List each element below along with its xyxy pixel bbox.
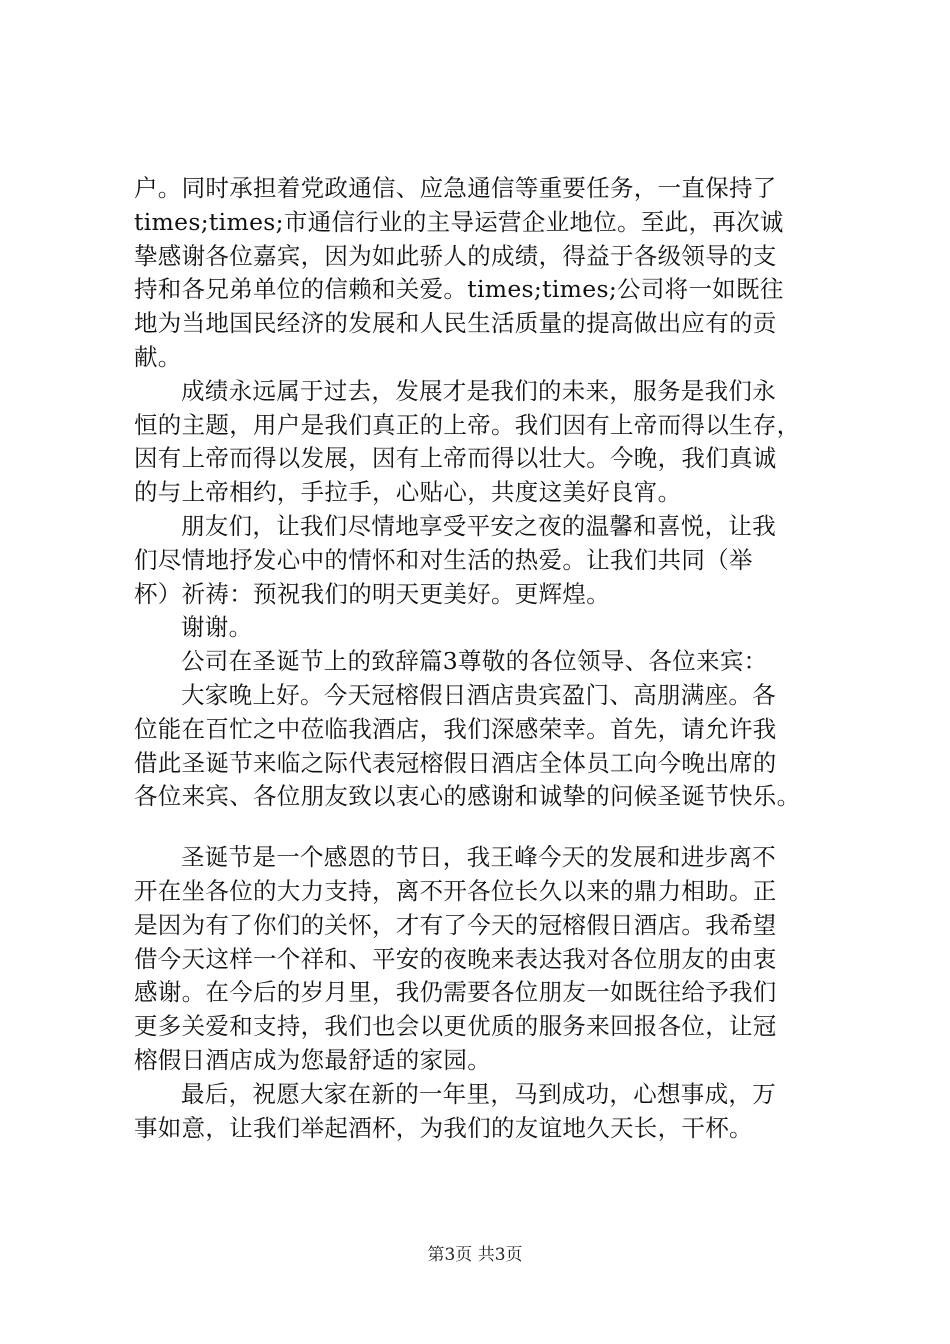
paragraph-spacer — [134, 814, 834, 841]
text-line: 的与上帝相约，手拉手，心贴心，共度这美好良宵。 — [134, 478, 682, 507]
document-body — [134, 172, 834, 1145]
text-line: 事如意，让我们举起酒杯，为我们的友谊地久天长，干杯。 — [134, 1113, 753, 1142]
text-line: 圣诞节是一个感恩的节日，我王峰今天的发展和进步离不 — [181, 843, 776, 872]
text-line: 位能在百忙之中莅临我酒店，我们深感荣幸。首先，请允许我 — [134, 714, 777, 743]
text-line: 持和各兄弟单位的信赖和关爱。times;times;公司将一如既往 — [134, 275, 784, 304]
text-line: 恒的主题，用户是我们真正的上帝。我们因有上帝而得以生存， — [134, 410, 801, 439]
text-line: 开在坐各位的大力支持，离不开各位长久以来的鼎力相助。正 — [134, 876, 777, 905]
text-line: 成绩永远属于过去，发展才是我们的未来，服务是我们永 — [181, 376, 776, 405]
text-line: 因有上帝而得以发展，因有上帝而得以壮大。今晚，我们真诚 — [134, 444, 777, 473]
page-number-footer: 第3页 共3页 — [427, 1245, 523, 1265]
text-line: 谢谢。 — [181, 613, 253, 642]
paragraph — [134, 645, 834, 679]
text-line: 们尽情地抒发心中的情怀和对生活的热爱。让我们共同（举 — [134, 545, 753, 574]
paragraph — [134, 510, 834, 611]
text-line: 大家晚上好。今天冠榕假日酒店贵宾盈门、高朋满座。各 — [181, 680, 776, 709]
paragraph — [134, 375, 834, 510]
text-line: 借今天这样一个祥和、平安的夜晚来表达我对各位朋友的由衷 — [134, 944, 777, 973]
text-line: 各位来宾、各位朋友致以衷心的感谢和诚挚的问候圣诞节快乐。 — [134, 782, 801, 811]
paragraph — [134, 841, 834, 1078]
text-line: 户。同时承担着党政通信、应急通信等重要任务，一直保持了 — [134, 174, 777, 202]
text-line: 杯）祈祷：预祝我们的明天更美好。更辉煌。 — [134, 579, 610, 608]
text-line: times;times;市通信行业的主导运营企业地位。至此，再次诚 — [134, 207, 784, 236]
text-line: 感谢。在今后的岁月里，我仍需要各位朋友一如既往给予我们 — [134, 978, 777, 1007]
paragraph — [134, 1078, 834, 1146]
paragraph — [134, 172, 834, 375]
text-line: 是因为有了你们的关怀，才有了今天的冠榕假日酒店。我希望 — [134, 910, 777, 939]
text-line: 最后，祝愿大家在新的一年里，马到成功，心想事成，万 — [181, 1079, 776, 1108]
text-line: 公司在圣诞节上的致辞篇3尊敬的各位领导、各位来宾： — [181, 647, 768, 676]
text-line: 借此圣诞节来临之际代表冠榕假日酒店全体员工向今晚出席的 — [134, 748, 777, 777]
text-line: 更多关爱和支持，我们也会以更优质的服务来回报各位，让冠 — [134, 1012, 777, 1041]
paragraph — [134, 679, 834, 814]
text-line: 地为当地国民经济的发展和人民生活质量的提高做出应有的贡 — [134, 309, 777, 338]
text-line: 献。 — [134, 342, 182, 371]
text-line: 榕假日酒店成为您最舒适的家园。 — [134, 1045, 491, 1074]
text-line: 挚感谢各位嘉宾，因为如此骄人的成绩，得益于各级领导的支 — [134, 241, 777, 270]
paragraph — [134, 611, 834, 645]
text-line: 朋友们，让我们尽情地享受平安之夜的温馨和喜悦，让我 — [181, 511, 776, 540]
